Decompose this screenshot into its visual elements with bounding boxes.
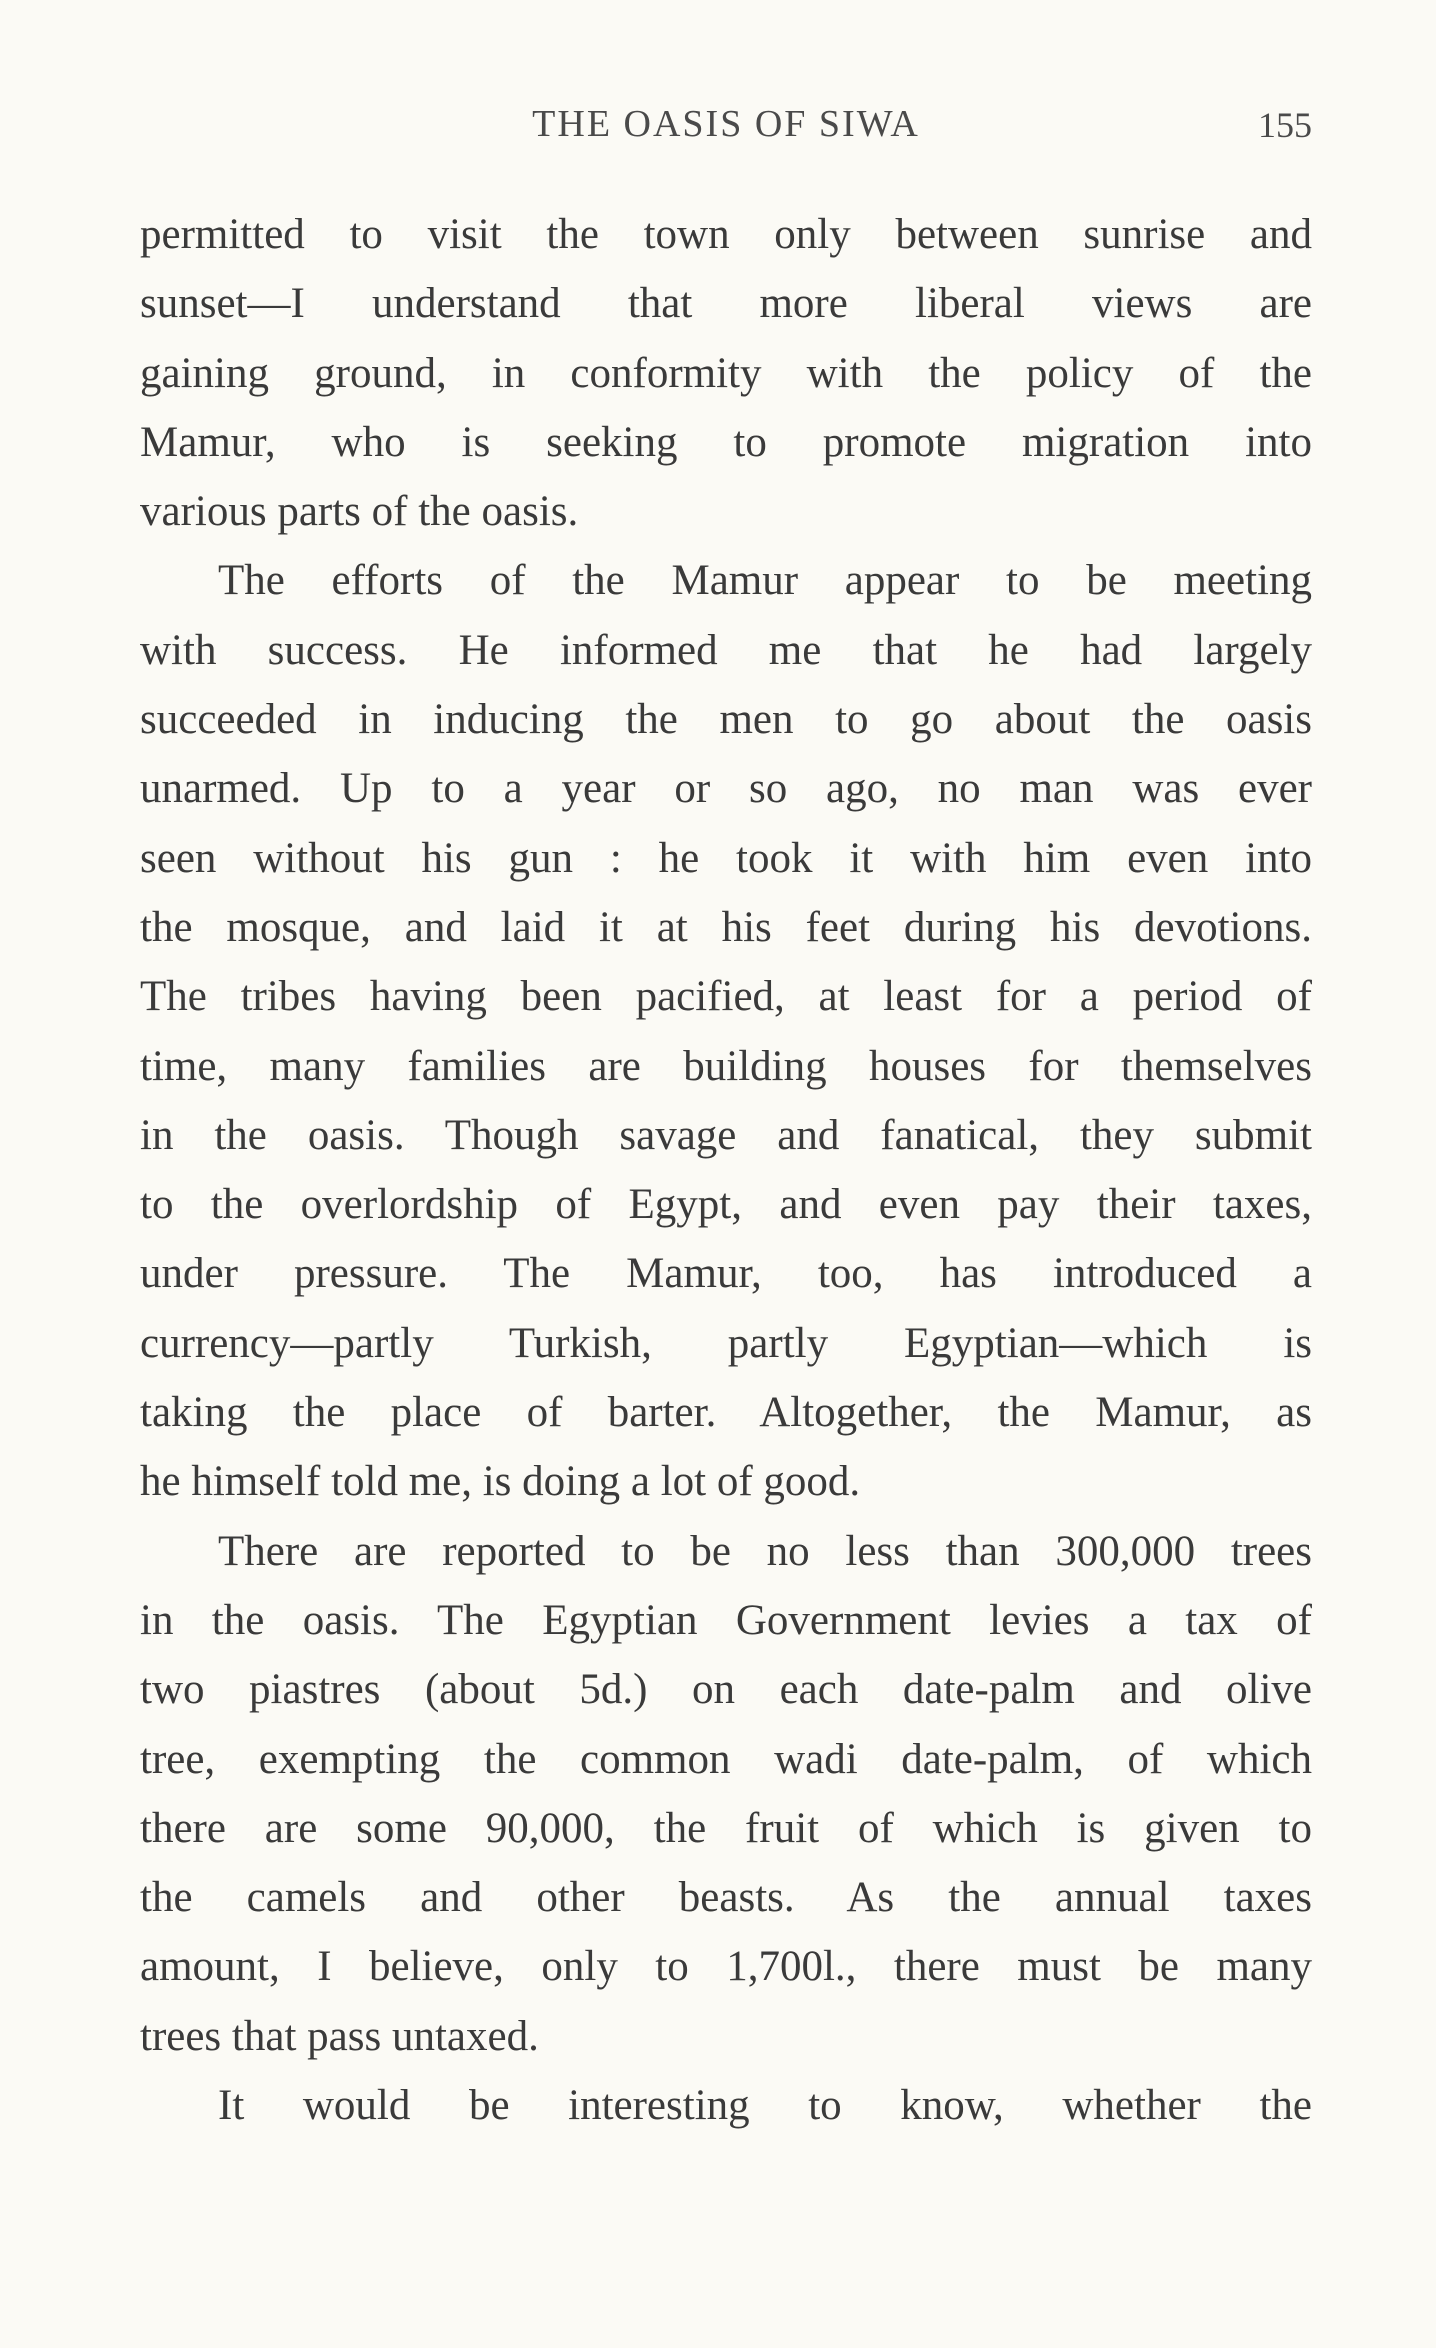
text-line: The tribes having been pacified, at least for a period of [140, 973, 1312, 1021]
text-line: taking the place of barter. Altogether, the Mamur, as [140, 1389, 1312, 1437]
text-line: in the oasis. Though savage and fanatical, they submit [140, 1111, 1312, 1159]
text-line: Mamur, who is seeking to promote migration into [140, 418, 1312, 466]
text-line: currency—partly Turkish, partly Egyptian—which is [140, 1319, 1312, 1367]
text-line: The efforts of the Mamur appear to be meeting [218, 557, 1312, 605]
text-line: permitted to visit the town only between sunrise and [140, 211, 1312, 258]
text-line: seen without his gun : he took it with him even into [140, 834, 1312, 882]
text-line: gaining ground, in conformity with the policy of the [140, 349, 1312, 397]
text-line: time, many families are building houses for themselves [140, 1042, 1312, 1090]
page-number: 155 [1258, 105, 1312, 145]
running-title: THE OASIS OF SIWA [532, 103, 920, 145]
text-line: It would be interesting to know, whether the [218, 2082, 1312, 2130]
text-line: succeeded in inducing the men to go about the oasis [140, 696, 1312, 744]
text-line: there are some 90,000, the fruit of which is given to [140, 1804, 1312, 1852]
text-line: with success. He informed me that he had largely [140, 626, 1312, 674]
text-line: in the oasis. The Egyptian Government levies a tax of [140, 1596, 1312, 1644]
body-text [140, 200, 1312, 2140]
text-line: two piastres (about 5d.) on each date-palm and olive [140, 1666, 1312, 1714]
text-line: under pressure. The Mamur, too, has introduced a [140, 1250, 1312, 1298]
text-line: unarmed. Up to a year or so ago, no man was ever [140, 765, 1312, 813]
text-line: he himself told me, is doing a lot of good. [140, 1458, 861, 1506]
running-head [140, 102, 1312, 152]
text-line: trees that pass untaxed. [140, 2012, 539, 2060]
text-line: amount, I believe, only to 1,700l., there must be many [140, 1943, 1312, 1991]
text-line: the mosque, and laid it at his feet during his devotions. [140, 903, 1312, 951]
text-line: to the overlordship of Egypt, and even pay their taxes, [140, 1181, 1312, 1229]
text-line: sunset—I understand that more liberal views are [140, 280, 1312, 328]
text-line: the camels and other beasts. As the annual taxes [140, 1874, 1312, 1922]
text-line: There are reported to be no less than 300,000 trees [218, 1527, 1312, 1575]
text-line: various parts of the oasis. [140, 488, 579, 536]
text-line: tree, exempting the common wadi date-palm, of which [140, 1735, 1312, 1783]
